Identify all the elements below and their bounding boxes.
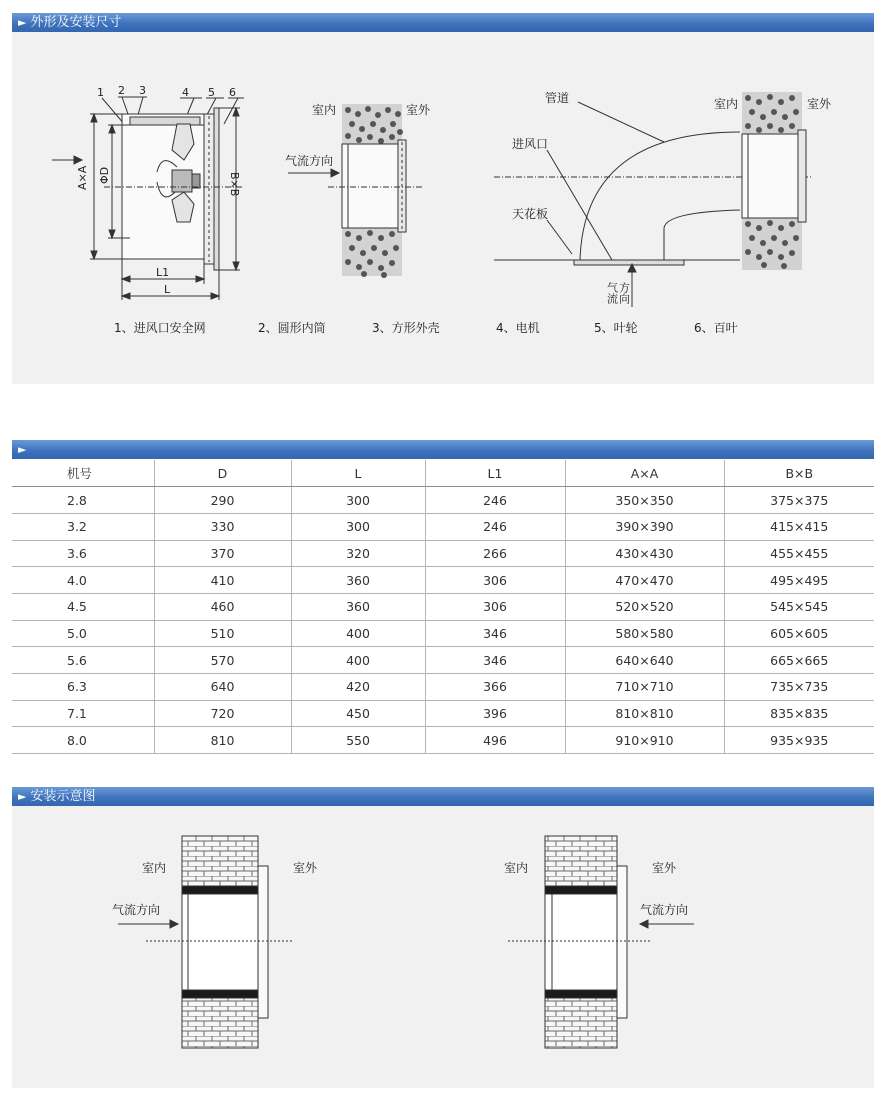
cell-model: 8.0: [12, 727, 154, 754]
cell-l1: 266: [425, 540, 565, 567]
table-row: [12, 513, 874, 540]
cell-l1: 496: [425, 727, 565, 754]
legend-item: 5、叶轮: [594, 321, 638, 335]
cell-model: 3.2: [12, 513, 154, 540]
cell-axa: 710×710: [565, 674, 724, 701]
install-right-airflow: 气流方向: [640, 903, 689, 917]
wall-install-diagram: [285, 102, 431, 278]
cell-axa: 350×350: [565, 487, 724, 514]
cell-bxb: 735×735: [724, 674, 874, 701]
install-right-outdoor: 室外: [652, 861, 677, 875]
dim-label-l: L: [164, 283, 171, 296]
label-airflow-vertical-bottom: 方向: [617, 282, 631, 304]
callout-3: 3: [139, 84, 146, 97]
gravel-top: [342, 104, 403, 144]
col-header-bxb: B×B: [724, 460, 874, 487]
label-indoor: 室内: [312, 103, 337, 117]
col-header-axa: A×A: [565, 460, 724, 487]
cell-d: 810: [154, 727, 291, 754]
label-airflow: 气流方向: [285, 154, 334, 168]
cell-model: 5.0: [12, 620, 154, 647]
dimensions-panel: [12, 32, 874, 384]
cell-l: 360: [291, 567, 425, 594]
install-left-indoor: 室内: [142, 861, 167, 875]
table-row: [12, 674, 874, 701]
section-header-install: [12, 787, 874, 806]
section-header-table: [12, 440, 874, 459]
section-title: 外形及安装尺寸: [30, 15, 122, 30]
cell-l: 550: [291, 727, 425, 754]
cell-model: 6.3: [12, 674, 154, 701]
table-row: [12, 727, 874, 754]
cell-bxb: 495×495: [724, 567, 874, 594]
cell-axa: 520×520: [565, 593, 724, 620]
cell-l: 300: [291, 513, 425, 540]
label-airflow-vertical-top: 气流: [605, 282, 619, 304]
install-panel: [12, 806, 874, 1088]
col-header-l1: L1: [425, 460, 565, 487]
cell-l1: 346: [425, 647, 565, 674]
triangle-marker-icon: ►: [18, 443, 27, 456]
cell-model: 7.1: [12, 700, 154, 727]
cell-model: 5.6: [12, 647, 154, 674]
label-duct: 管道: [545, 91, 570, 105]
cell-model: 2.8: [12, 487, 154, 514]
cell-bxb: 665×665: [724, 647, 874, 674]
cell-d: 720: [154, 700, 291, 727]
fan-section-diagram: [52, 84, 244, 300]
cell-bxb: 415×415: [724, 513, 874, 540]
cell-d: 510: [154, 620, 291, 647]
table-row: [12, 540, 874, 567]
cell-model: 4.0: [12, 567, 154, 594]
table-row: [12, 567, 874, 594]
label-outdoor: 室外: [406, 103, 431, 117]
cell-d: 570: [154, 647, 291, 674]
callout-4: 4: [182, 86, 189, 99]
cell-d: 410: [154, 567, 291, 594]
install-left-airflow: 气流方向: [112, 903, 161, 917]
cell-l1: 306: [425, 567, 565, 594]
triangle-marker-icon: ►: [18, 16, 27, 29]
install-diagrams: [12, 806, 874, 1088]
cell-bxb: 605×605: [724, 620, 874, 647]
cell-l1: 366: [425, 674, 565, 701]
cell-l1: 246: [425, 513, 565, 540]
cell-bxb: 935×935: [724, 727, 874, 754]
cell-l: 400: [291, 620, 425, 647]
cell-bxb: 835×835: [724, 700, 874, 727]
table-row: [12, 700, 874, 727]
cell-bxb: 375×375: [724, 487, 874, 514]
callout-5: 5: [208, 86, 215, 99]
table-row: [12, 620, 874, 647]
callout-6: 6: [229, 86, 236, 99]
cell-model: 4.5: [12, 593, 154, 620]
label-outdoor-2: 室外: [807, 97, 832, 111]
install-right-diagram: [504, 836, 694, 1048]
table-header-row: [12, 460, 874, 487]
install-left-outdoor: 室外: [293, 861, 318, 875]
col-header-model: 机号: [12, 460, 154, 487]
cell-l: 400: [291, 647, 425, 674]
legend-item: 6、百叶: [694, 321, 738, 335]
table-row: [12, 487, 874, 514]
table-row: [12, 647, 874, 674]
label-inlet: 进风口: [512, 137, 549, 151]
label-ceiling: 天花板: [512, 207, 549, 221]
cell-axa: 810×810: [565, 700, 724, 727]
col-header-l: L: [291, 460, 425, 487]
dim-label-bxb: B×B: [228, 172, 241, 197]
cell-l1: 346: [425, 620, 565, 647]
cell-d: 290: [154, 487, 291, 514]
install-right-indoor: 室内: [504, 861, 529, 875]
cell-axa: 470×470: [565, 567, 724, 594]
cell-l: 360: [291, 593, 425, 620]
cell-d: 330: [154, 513, 291, 540]
cell-l: 450: [291, 700, 425, 727]
cell-l1: 396: [425, 700, 565, 727]
ceiling-install-diagram: [494, 91, 832, 307]
cell-l: 420: [291, 674, 425, 701]
cell-d: 370: [154, 540, 291, 567]
cell-l1: 246: [425, 487, 565, 514]
callout-1: 1: [97, 86, 104, 99]
table-row: [12, 593, 874, 620]
cell-l1: 306: [425, 593, 565, 620]
cell-bxb: 455×455: [724, 540, 874, 567]
triangle-marker-icon: ►: [18, 790, 27, 803]
dim-label-l1: L1: [156, 266, 170, 279]
cell-bxb: 545×545: [724, 593, 874, 620]
dimension-table: [12, 460, 874, 754]
legend-item: 2、圆形内筒: [258, 321, 326, 335]
cell-d: 640: [154, 674, 291, 701]
cell-axa: 390×390: [565, 513, 724, 540]
callout-2: 2: [118, 84, 125, 97]
dim-label-phid: ΦD: [98, 166, 111, 184]
col-header-d: D: [154, 460, 291, 487]
gravel-bottom: [342, 228, 402, 278]
cell-model: 3.6: [12, 540, 154, 567]
cell-axa: 640×640: [565, 647, 724, 674]
legend-item: 1、进风口安全网: [114, 321, 206, 335]
label-indoor-2: 室内: [714, 97, 739, 111]
legend-item: 4、电机: [496, 321, 540, 335]
cell-axa: 430×430: [565, 540, 724, 567]
cell-axa: 580×580: [565, 620, 724, 647]
component-legend: [12, 319, 874, 339]
cell-d: 460: [154, 593, 291, 620]
legend-item: 3、方形外壳: [372, 321, 440, 335]
dim-label-axa: A×A: [76, 165, 89, 190]
section-header-dimensions: [12, 13, 874, 32]
cell-l: 320: [291, 540, 425, 567]
install-left-diagram: [112, 836, 318, 1048]
cell-l: 300: [291, 487, 425, 514]
cell-axa: 910×910: [565, 727, 724, 754]
section-title: 安装示意图: [30, 789, 96, 804]
dimension-diagrams: [12, 32, 874, 312]
